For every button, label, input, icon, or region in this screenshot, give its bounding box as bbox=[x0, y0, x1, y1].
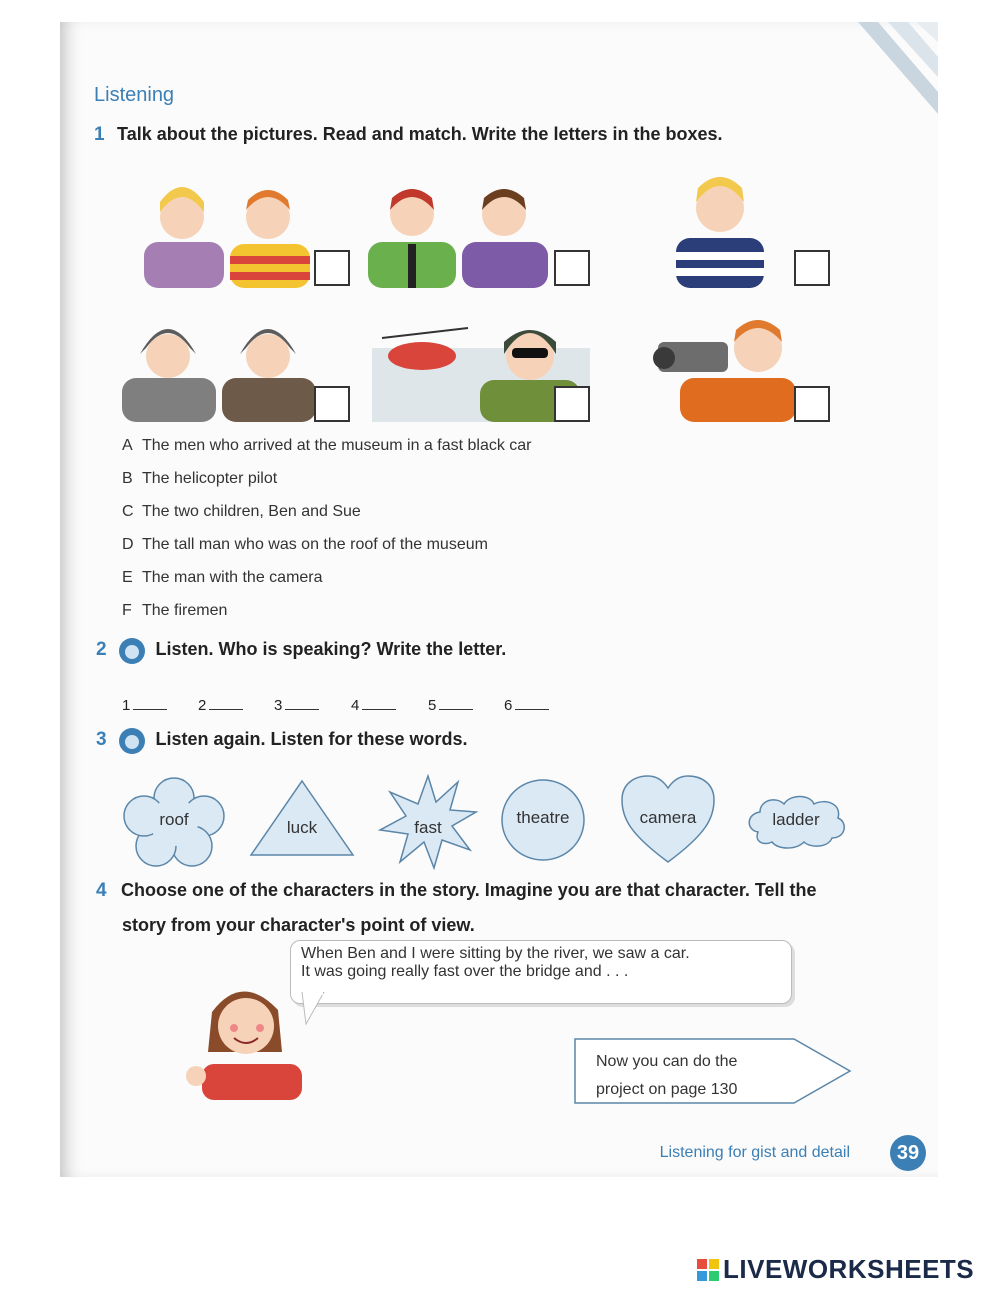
blank-number: 6 bbox=[504, 697, 513, 714]
blank-number: 3 bbox=[274, 697, 283, 714]
headphones-icon bbox=[119, 728, 145, 754]
option-letter: F bbox=[122, 602, 132, 619]
worksheet-page bbox=[60, 22, 938, 1177]
option-text: The men who arrived at the museum in a fast black car bbox=[142, 437, 532, 454]
answer-box-5[interactable] bbox=[554, 386, 590, 422]
speech-bubble-tail bbox=[300, 992, 326, 1026]
option-text: The helicopter pilot bbox=[142, 470, 278, 487]
project-text bbox=[596, 1048, 737, 1104]
blank-number: 2 bbox=[198, 697, 207, 714]
exercise-number: 3 bbox=[96, 729, 107, 751]
option-c bbox=[122, 503, 361, 521]
word-star bbox=[378, 774, 478, 870]
option-letter: D bbox=[122, 536, 134, 553]
blank-4 bbox=[351, 697, 396, 714]
blank-line[interactable] bbox=[209, 709, 243, 710]
word-flower bbox=[122, 776, 226, 868]
option-text: The firemen bbox=[142, 602, 228, 619]
word-heart bbox=[620, 774, 716, 866]
word-cloud bbox=[744, 792, 848, 850]
blank-1 bbox=[122, 697, 167, 714]
brand-watermark bbox=[697, 1254, 974, 1285]
answer-box-6[interactable] bbox=[794, 386, 830, 422]
project-line-2: project on page 130 bbox=[596, 1081, 738, 1098]
word-circle bbox=[500, 778, 586, 862]
option-letter: A bbox=[122, 437, 133, 454]
project-arrow-box bbox=[574, 1038, 852, 1104]
exercise-number: 1 bbox=[94, 124, 105, 145]
page-corner-stripes bbox=[828, 22, 938, 142]
exercise-instruction: Listen again. Listen for these words. bbox=[155, 729, 468, 750]
word-label: theatre bbox=[516, 808, 570, 827]
word-label: fast bbox=[414, 818, 442, 837]
liveworksheets-logo-icon bbox=[697, 1259, 719, 1281]
exercise-3-heading bbox=[96, 728, 468, 754]
blank-3 bbox=[274, 697, 319, 714]
blank-line[interactable] bbox=[439, 709, 473, 710]
exercise-instruction-line-2: story from your character's point of view. bbox=[122, 915, 475, 935]
answer-box-1[interactable] bbox=[314, 250, 350, 286]
option-text: The two children, Ben and Sue bbox=[142, 503, 361, 520]
picture-children bbox=[138, 172, 318, 288]
option-d bbox=[122, 536, 488, 554]
footer-caption: Listening for gist and detail bbox=[659, 1144, 850, 1161]
answer-box-2[interactable] bbox=[554, 250, 590, 286]
option-e bbox=[122, 569, 323, 587]
option-letter: C bbox=[122, 503, 134, 520]
speech-bubble bbox=[290, 940, 792, 1004]
blank-line[interactable] bbox=[285, 709, 319, 710]
answer-box-3[interactable] bbox=[794, 250, 830, 286]
picture-cameraman bbox=[650, 308, 800, 422]
option-a bbox=[122, 437, 532, 455]
option-text: The tall man who was on the roof of the museum bbox=[142, 536, 488, 553]
blank-line[interactable] bbox=[515, 709, 549, 710]
option-text: The man with the camera bbox=[142, 569, 323, 586]
exercise-2-heading bbox=[96, 638, 506, 664]
picture-men-in-suits bbox=[366, 172, 552, 288]
blank-number: 1 bbox=[122, 697, 131, 714]
word-label: luck bbox=[286, 818, 318, 837]
blank-line[interactable] bbox=[362, 709, 396, 710]
word-triangle bbox=[248, 778, 356, 858]
picture-firemen bbox=[118, 308, 318, 422]
option-letter: E bbox=[122, 569, 133, 586]
blank-2 bbox=[198, 697, 243, 714]
word-label: ladder bbox=[772, 810, 820, 829]
headphones-icon bbox=[119, 638, 145, 664]
exercise-instruction-line-1: Choose one of the characters in the story. Imagine you are that character. Tell the bbox=[121, 880, 817, 900]
blank-number: 5 bbox=[428, 697, 437, 714]
exercise-1-heading bbox=[94, 124, 723, 146]
exercise-4-heading bbox=[96, 880, 817, 902]
blank-number: 4 bbox=[351, 697, 360, 714]
exercise-number: 2 bbox=[96, 639, 107, 661]
project-line-1: Now you can do the bbox=[596, 1053, 738, 1070]
answer-box-4[interactable] bbox=[314, 386, 350, 422]
section-title: Listening bbox=[94, 84, 175, 106]
brand-name: LIVEWORKSHEETS bbox=[723, 1254, 975, 1284]
option-f bbox=[122, 602, 227, 620]
speech-line-1: When Ben and I were sitting by the river, we saw a car. bbox=[301, 945, 690, 962]
option-letter: B bbox=[122, 470, 133, 487]
speech-line-2: It was going really fast over the bridge and . . . bbox=[301, 963, 629, 980]
exercise-instruction: Listen. Who is speaking? Write the letter. bbox=[155, 639, 507, 660]
page-number: 39 bbox=[890, 1135, 926, 1171]
picture-tall-man bbox=[670, 162, 770, 288]
blank-line[interactable] bbox=[133, 709, 167, 710]
exercise-number: 4 bbox=[96, 880, 107, 901]
word-label: camera bbox=[639, 808, 697, 827]
blank-5 bbox=[428, 697, 473, 714]
word-label: roof bbox=[159, 810, 189, 829]
blank-6 bbox=[504, 697, 549, 714]
exercise-instruction: Talk about the pictures. Read and match. Write the letters in the boxes. bbox=[117, 124, 723, 144]
option-b bbox=[122, 470, 277, 488]
